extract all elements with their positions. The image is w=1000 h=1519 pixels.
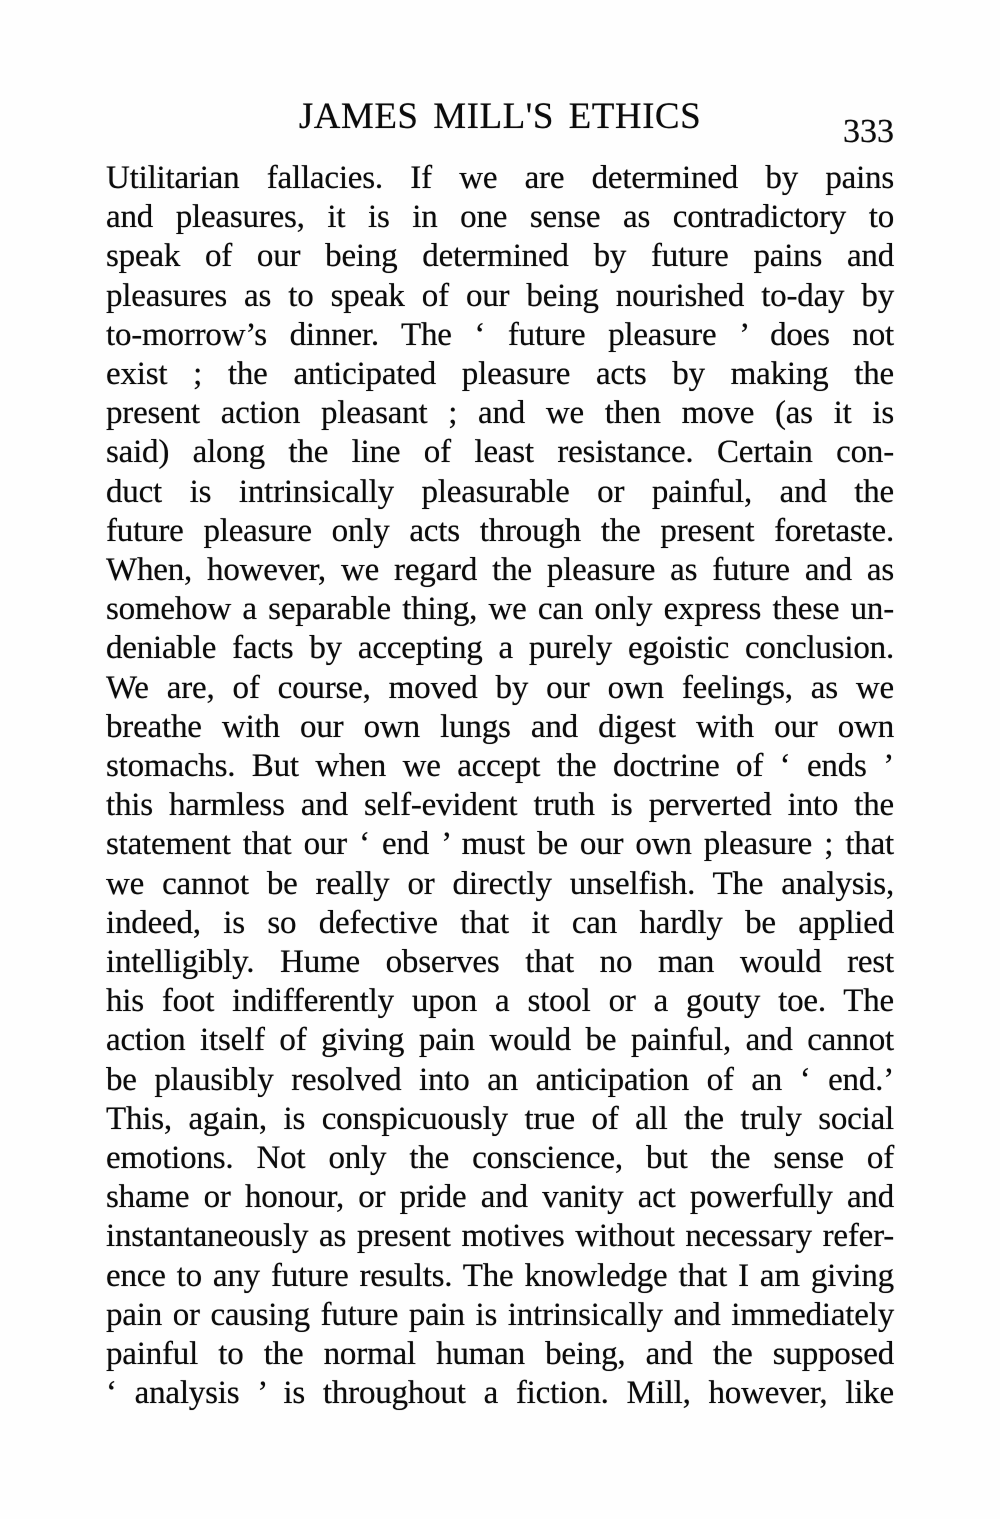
text-line: emotions. Not only the conscience, but the sense of [106,1140,894,1177]
text-line: exist ; the anticipated pleasure acts by making the [106,356,894,393]
text-line: speak of our being determined by future pains and [106,238,894,275]
text-line: shame or honour, or pride and vanity act powerfully and [106,1179,894,1216]
text-line: present action pleasant ; and we then move (as it is [106,395,894,432]
text-line: his foot indifferently upon a stool or a gouty toe. The [106,983,894,1020]
text-line: This, again, is conspicuously true of all the truly social [106,1100,894,1137]
text-line: be plausibly resolved into an anticipation of an ‘ end.’ [106,1061,894,1098]
running-head-title: JAMES MILL'S ETHICS [298,96,702,137]
page-number: 333 [843,113,894,150]
text-line: to-morrow’s dinner. The ‘ future pleasure ’ does not [106,316,894,353]
text-line: future pleasure only acts through the present foretaste. [106,512,894,549]
text-line: indeed, is so defective that it can hardly be applied [106,904,894,941]
text-line: instantaneously as present motives without necessary refer- [106,1218,894,1255]
body-text [106,159,894,1414]
text-line: pain or causing future pain is intrinsically and immediately [106,1296,894,1333]
text-line: this harmless and self-evident truth is perverted into the [106,787,894,824]
text-line: said) along the line of least resistance. Certain con- [106,434,894,471]
text-line: deniable facts by accepting a purely egoistic conclusion. [106,630,894,667]
text-line: action itself of giving pain would be painful, and cannot [106,1022,894,1059]
text-line: we cannot be really or directly unselfish. The analysis, [106,865,894,902]
text-line: breathe with our own lungs and digest with our own [106,708,894,745]
text-line: stomachs. But when we accept the doctrine of ‘ ends ’ [106,748,894,785]
text-line: painful to the normal human being, and the supposed [106,1336,894,1373]
text-line: ence to any future results. The knowledge that I am giving [106,1257,894,1294]
text-line: When, however, we regard the pleasure as future and as [106,552,894,589]
text-line: statement that our ‘ end ’ must be our own pleasure ; that [106,826,894,863]
text-line: We are, of course, moved by our own feelings, as we [106,669,894,706]
text-line: somehow a separable thing, we can only express these un- [106,591,894,628]
text-line: duct is intrinsically pleasurable or painful, and the [106,473,894,510]
text-line: pleasures as to speak of our being nourished to-day by [106,277,894,314]
text-line: and pleasures, it is in one sense as contradictory to [106,199,894,236]
text-line: Utilitarian fallacies. If we are determined by pains [106,160,894,196]
page-header [106,96,894,150]
text-line: intelligibly. Hume observes that no man would rest [106,944,894,981]
text-line: ‘ analysis ’ is throughout a fiction. Mill, however, like [106,1375,894,1412]
